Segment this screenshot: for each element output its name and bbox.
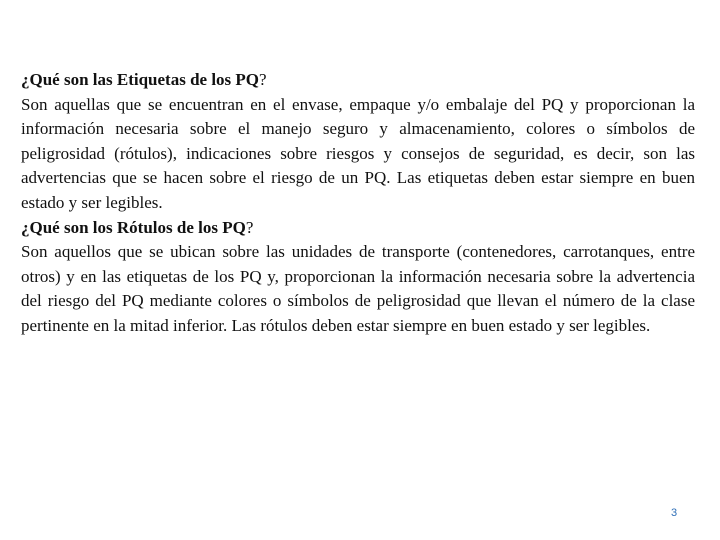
- heading-rotulos-text: ¿Qué son los Rótulos de los PQ: [21, 217, 246, 237]
- page-number: 3: [670, 507, 678, 519]
- paragraph-etiquetas: Son aquellas que se encuentran en el envase, empaque y/o embalaje del PQ y proporcionan la información necesaria sobre el manejo seguro y almacenamiento, colores o símbolos de peligrosidad (rótulos), indicaciones sobre riesgos y consejos de seguridad, es decir, son las advertencias que se hacen sobre el riesgo de un PQ. Las etiquetas deben estar siempre en buen estado y ser legibles.: [21, 94, 695, 212]
- heading-rotulos: [21, 216, 695, 241]
- paragraph-rotulos: Son aquellos que se ubican sobre las unidades de transporte (contenedores, carrotanques, entre otros) y en las etiquetas de los PQ y, proporcionan la información necesaria sobre la advertencia del riesgo del PQ mediante colores o símbolos de peligrosidad que llevan el número de la clase pertinente en la mitad inferior. Las rótulos deben estar siempre en buen estado y ser legibles.: [21, 242, 695, 335]
- heading-etiquetas: [21, 68, 695, 93]
- slide-body: [21, 68, 695, 339]
- heading-etiquetas-qmark: ?: [259, 70, 267, 89]
- heading-etiquetas-text: ¿Qué son las Etiquetas de los PQ: [21, 70, 260, 89]
- heading-rotulos-qmark: ?: [245, 217, 254, 237]
